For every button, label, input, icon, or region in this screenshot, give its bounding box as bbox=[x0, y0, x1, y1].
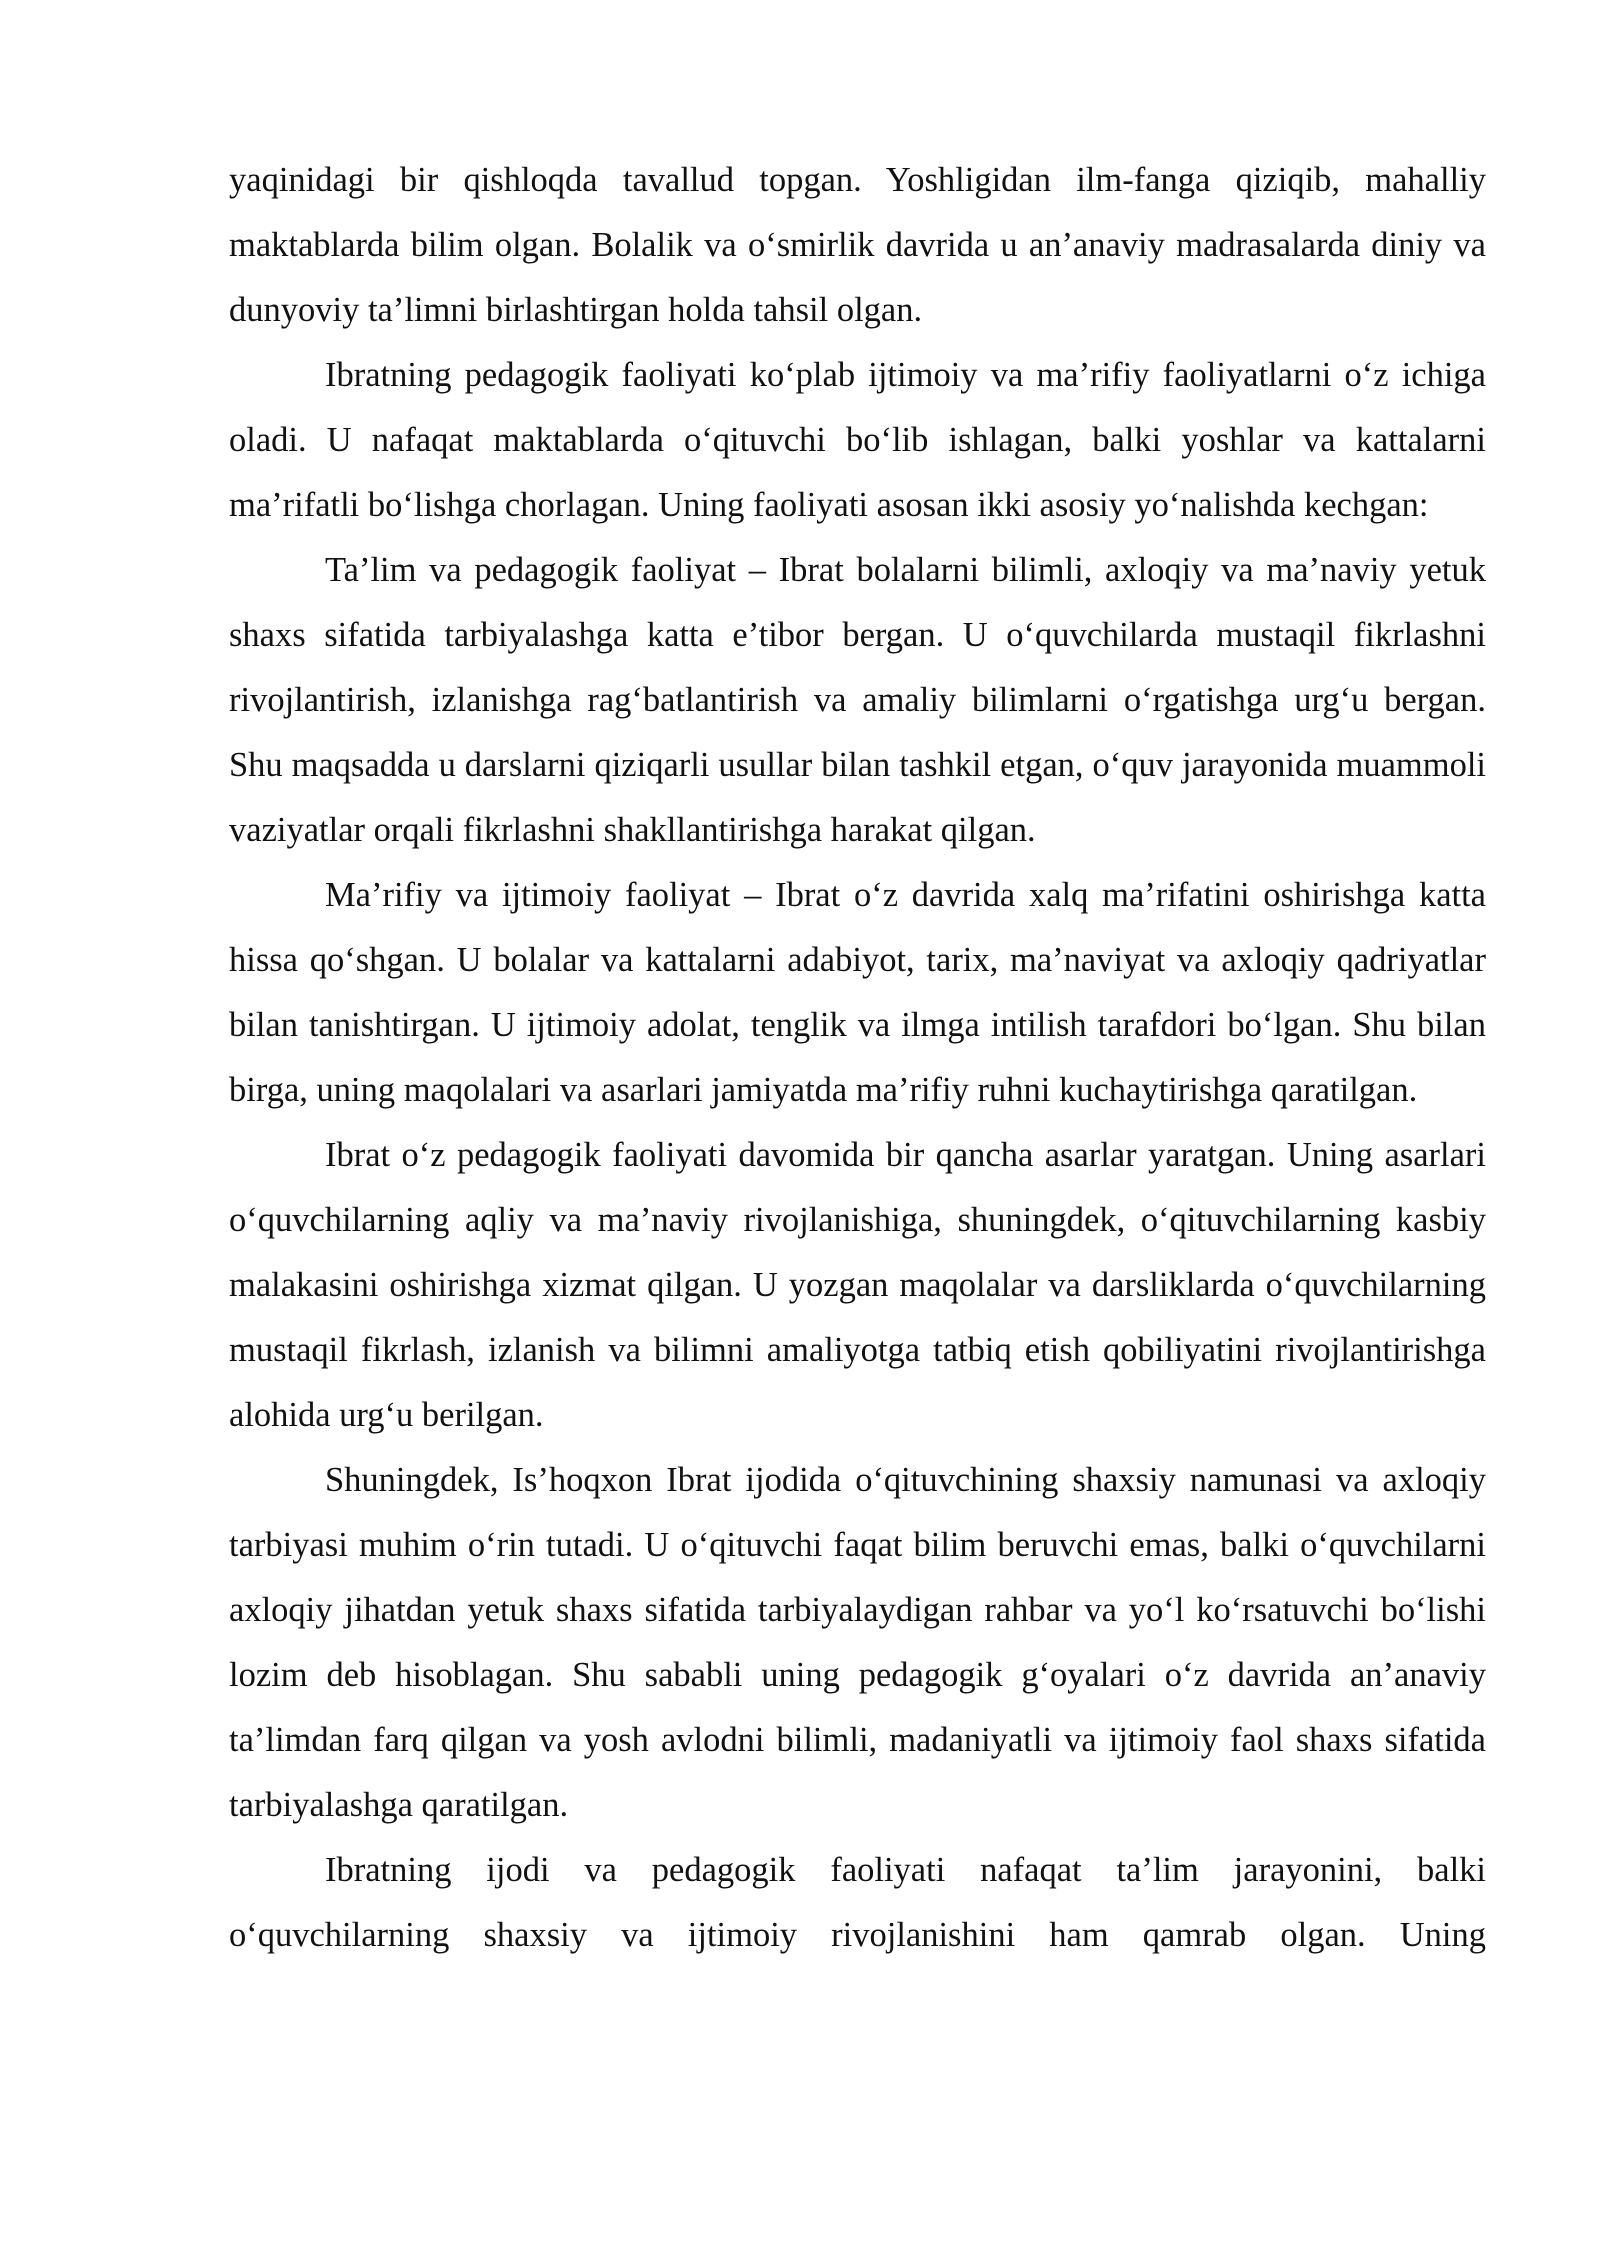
paragraph-enlightenment-activity: Ma’rifiy va ijtimoiy faoliyat – Ibrat o‘z davrida xalq ma’rifatini oshirishga katta hissa qo‘shgan. U bolalar va kattalarni adabiyot, tarix, ma’naviyat va axloqiy qadriyatlar bilan tanishtirgan. U ijtimoiy adolat, tenglik va ilmga intilish tarafdori bo‘lgan. Shu bilan birga, uning maqolalari va asarlari jamiyatda ma’rifiy ruhni kuchaytirishga qaratilgan. bbox=[229, 876, 1486, 1109]
paragraph-pedagogical-activity: Ibratning pedagogik faoliyati ko‘plab ijtimoiy va ma’rifiy faoliyatlarni o‘z ichiga oladi. U nafaqat maktablarda o‘qituvchi bo‘lib ishlagan, balki yoshlar va kattalarni ma’rifatli bo‘lishga chorlagan. Uning faoliyati asosan ikki asosiy yo‘nalishda kechgan: bbox=[229, 356, 1486, 524]
paragraph-continued: yaqinidagi bir qishloqda tavallud topgan. Yoshligidan ilm-fanga qiziqib, mahalliy maktablarda bilim olgan. Bolalik va o‘smirlik davrida u an’anaviy madrasalarda diniy va dunyoviy ta’limni birlashtirgan holda tahsil olgan. bbox=[229, 161, 1486, 329]
paragraph-education-activity: Ta’lim va pedagogik faoliyat – Ibrat bolalarni bilimli, axloqiy va ma’naviy yetuk shaxs sifatida tarbiyalashga katta e’tibor bergan. U o‘quvchilarda mustaqil fikrlashni rivojlantirish, izlanishga rag‘batlantirish va amaliy bilimlarni o‘rgatishga urg‘u bergan. Shu maqsadda u darslarni qiziqarli usullar bilan tashkil etgan, o‘quv jarayonida muammoli vaziyatlar orqali fikrlashni shakllantirishga harakat qilgan. bbox=[229, 551, 1486, 849]
paragraph-teacher-example: Shuningdek, Is’hoqxon Ibrat ijodida o‘qituvchining shaxsiy namunasi va axloqiy tarbiyasi muhim o‘rin tutadi. U o‘qituvchi faqat bilim beruvchi emas, balki o‘quvchilarni axloqiy jihatdan yetuk shaxs sifatida tarbiyalaydigan rahbar va yo‘l ko‘rsatuvchi bo‘lishi lozim deb hisoblagan. Shu sababli uning pedagogik g‘oyalari o‘z davrida an’anaviy ta’limdan farq qilgan va yosh avlodni bilimli, madaniyatli va ijtimoiy faol shaxs sifatida tarbiyalashga qaratilgan. bbox=[229, 1461, 1486, 1824]
paragraph-works: Ibrat o‘z pedagogik faoliyati davomida bir qancha asarlar yaratgan. Uning asarlari o‘quvchilarning aqliy va ma’naviy rivojlanishiga, shuningdek, o‘qituvchilarning kasbiy malakasini oshirishga xizmat qilgan. U yozgan maqolalar va darsliklarda o‘quvchilarning mustaqil fikrlash, izlanish va bilimni amaliyotga tatbiq etish qobiliyatini rivojlantirishga alohida urg‘u berilgan. bbox=[229, 1136, 1486, 1434]
document-body bbox=[229, 148, 1486, 1968]
paragraph-creative-work: Ibratning ijodi va pedagogik faoliyati nafaqat ta’lim jarayonini, balki o‘quvchilarning shaxsiy va ijtimoiy rivojlanishini ham qamrab olgan. Uning bbox=[229, 1851, 1486, 1954]
